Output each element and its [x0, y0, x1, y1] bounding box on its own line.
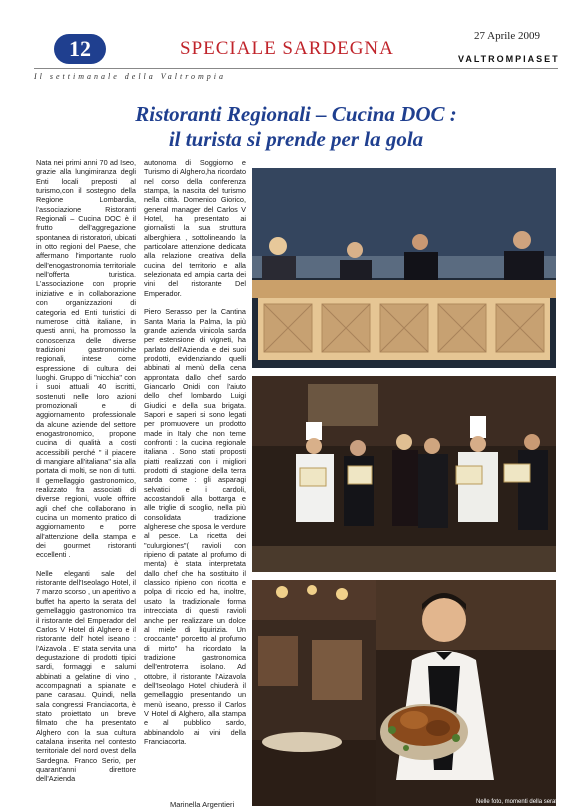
photo-conference-panel — [252, 168, 556, 368]
headline-line-2: il turista si prende per la gola — [168, 127, 424, 151]
photo-caption: Nelle foto, momenti della serata — [476, 799, 561, 805]
publication-tagline: Il settimanale della Valtrompia — [34, 72, 227, 81]
photo-waiter-porcetto — [376, 580, 556, 806]
section-title: SPECIALE SARDEGNA — [180, 38, 394, 59]
dining-room-illustration — [252, 580, 376, 806]
article-headline — [70, 102, 522, 152]
issue-date: 27 Aprile 2009 — [474, 30, 540, 42]
publication-logo: VALTROMPIASET — [458, 54, 560, 64]
article-column-2 — [144, 158, 246, 783]
paragraph: Nata nei primi anni 70 ad Iseo, grazie alla lungimiranza degli Enti locali preposti al turismo,con il sostegno della Regione Lombardia, l'associazione Ristoranti Regionali – Cucina DOC è il frutto dell'aggregazione spontanea di ristoratori, ubicati in otto regioni del Paese, che affermano l'importante ruolo dell'enogastronomia territoriale nell'offerta turistica. L'associazione con proprie iniziative e in collaborazione con organizzazioni di categoria ed Enti turistici di numerose città italiane, in questi anni, ha promosso la conoscenza delle diverse tradizioni gastronomiche regionali, intese come espressione di cultura dei luoghi. Gruppo di "nicchia" con i suoi attuali 40 iscritti, sostenuti nelle loro azioni promozionali e di aggiornamento professionale da alcune aziende del settore enogastronomico, propone cucina di qualità a costi accessibili perché " il piacere di mangiare all'italiana" sia alla portata di molti, se non di tutti. Il gemellaggio gastronomico, realizzato fra associati di diverse regioni, vuole offrire agli chef che collaborano in cucina un momento pratico di aggiornamento e porre all'attenzione della stampa e dei gourmet ristoranti eccellenti . — [36, 158, 136, 560]
article-signature: Marinella Argentieri — [170, 800, 235, 809]
conference-photo-illustration — [252, 168, 556, 368]
chefs-photo-illustration — [252, 376, 556, 572]
photo-chefs-certificates — [252, 376, 556, 572]
header-divider — [34, 68, 558, 69]
paragraph: Piero Serasso per la Cantina Santa Maria la Palma, la più grande azienda vinicola sarda per estensione di vigneti, ha parlato dell'Azienda e dei suoi prodotti, evidenziando quelli abbinati al menù della cena approntata dallo chef sardo Giancarlo Onidi con l'aiuto dello chef lombardo Luigi Giudici e della sua brigata. Sapori e saperi si sono legati per promuovere un prodotto made in Italy che non teme confronti : la cucina regionale italiana . Sono stati proposti piatti realizzati con i migliori prodotti di stagione della terra sarda come : gli asparagi selvatici e i cardoli, accostandoli alla bottarga e alle triglie di scoglio, nella più consolidata tradizione algherese che sposa le verdure al pesce. La ricetta dei "culurgiones"( ravioli con ripieno di patate al profumo di menta) è stata interpretata dallo chef che ha sostituito il classico ripieno con ricotta e polpa di riccio ed ha, inoltre, usato la tradizionale forma intrecciata di questi ravioli anche per realizzare un dolce al miele di liquirizia. Un croccante" porcetto al profumo di mirto" ha ricordato la tradizione gastronomica dell'entroterra isolano. Ad ottobre, il ristorante l'Aizavola dell'Iseolago Hotel chiuderà il gemellaggio presentando un menù iseano, presso il Carlos V Hotel di Alghero, alla stampa e al pubblico sardo, abbinandolo ai vini della Franciacorta. — [144, 307, 246, 746]
paragraph: autonoma di Soggiorno e Turismo di Alghero,ha ricordato nel corso della conferenza stampa, la nascita del turismo nella città. Domenico Giorico, general manager del Carlos V Hotel, ha presentato ai giornalisti la sua struttura alberghiera , sottolineando la particolare attenzione dedicata alla relazione creativa della cucina del territorio e alla selezionata ed ampia carta dei vini del ristorante Del Emperador. — [144, 158, 246, 298]
paragraph: Nelle eleganti sale del ristorante dell'Iseolago Hotel, il 7 marzo scorso , un aperitivo a buffet ha aperto la serata del gemellaggio gastronomico tra il ristorante del Emperador del Carlos V Hotel di Alghero e il ristorante dell' hotel iseano : l'Aizavola . E' stata servita una degustazione di prodotti tipici sardi, formaggi e salumi abbinati a gelatine di vino , accompagnati a spianate e pane carasau. Quindi, nella sala congressi Franciacorta, è stato proiettato un breve filmato che ha presentato Alghero con la sua cultura catalana inserita nel contesto territoriale del nord ovest della Sardegna. Franco Serio, per quarant'anni direttore dell'Azienda — [36, 568, 136, 784]
photo-dining-room — [252, 580, 376, 806]
article-column-1 — [36, 158, 136, 806]
waiter-photo-illustration — [376, 580, 556, 806]
page-number-badge: 12 — [54, 34, 106, 64]
headline-line-1: Ristoranti Regionali – Cucina DOC : — [135, 102, 457, 126]
